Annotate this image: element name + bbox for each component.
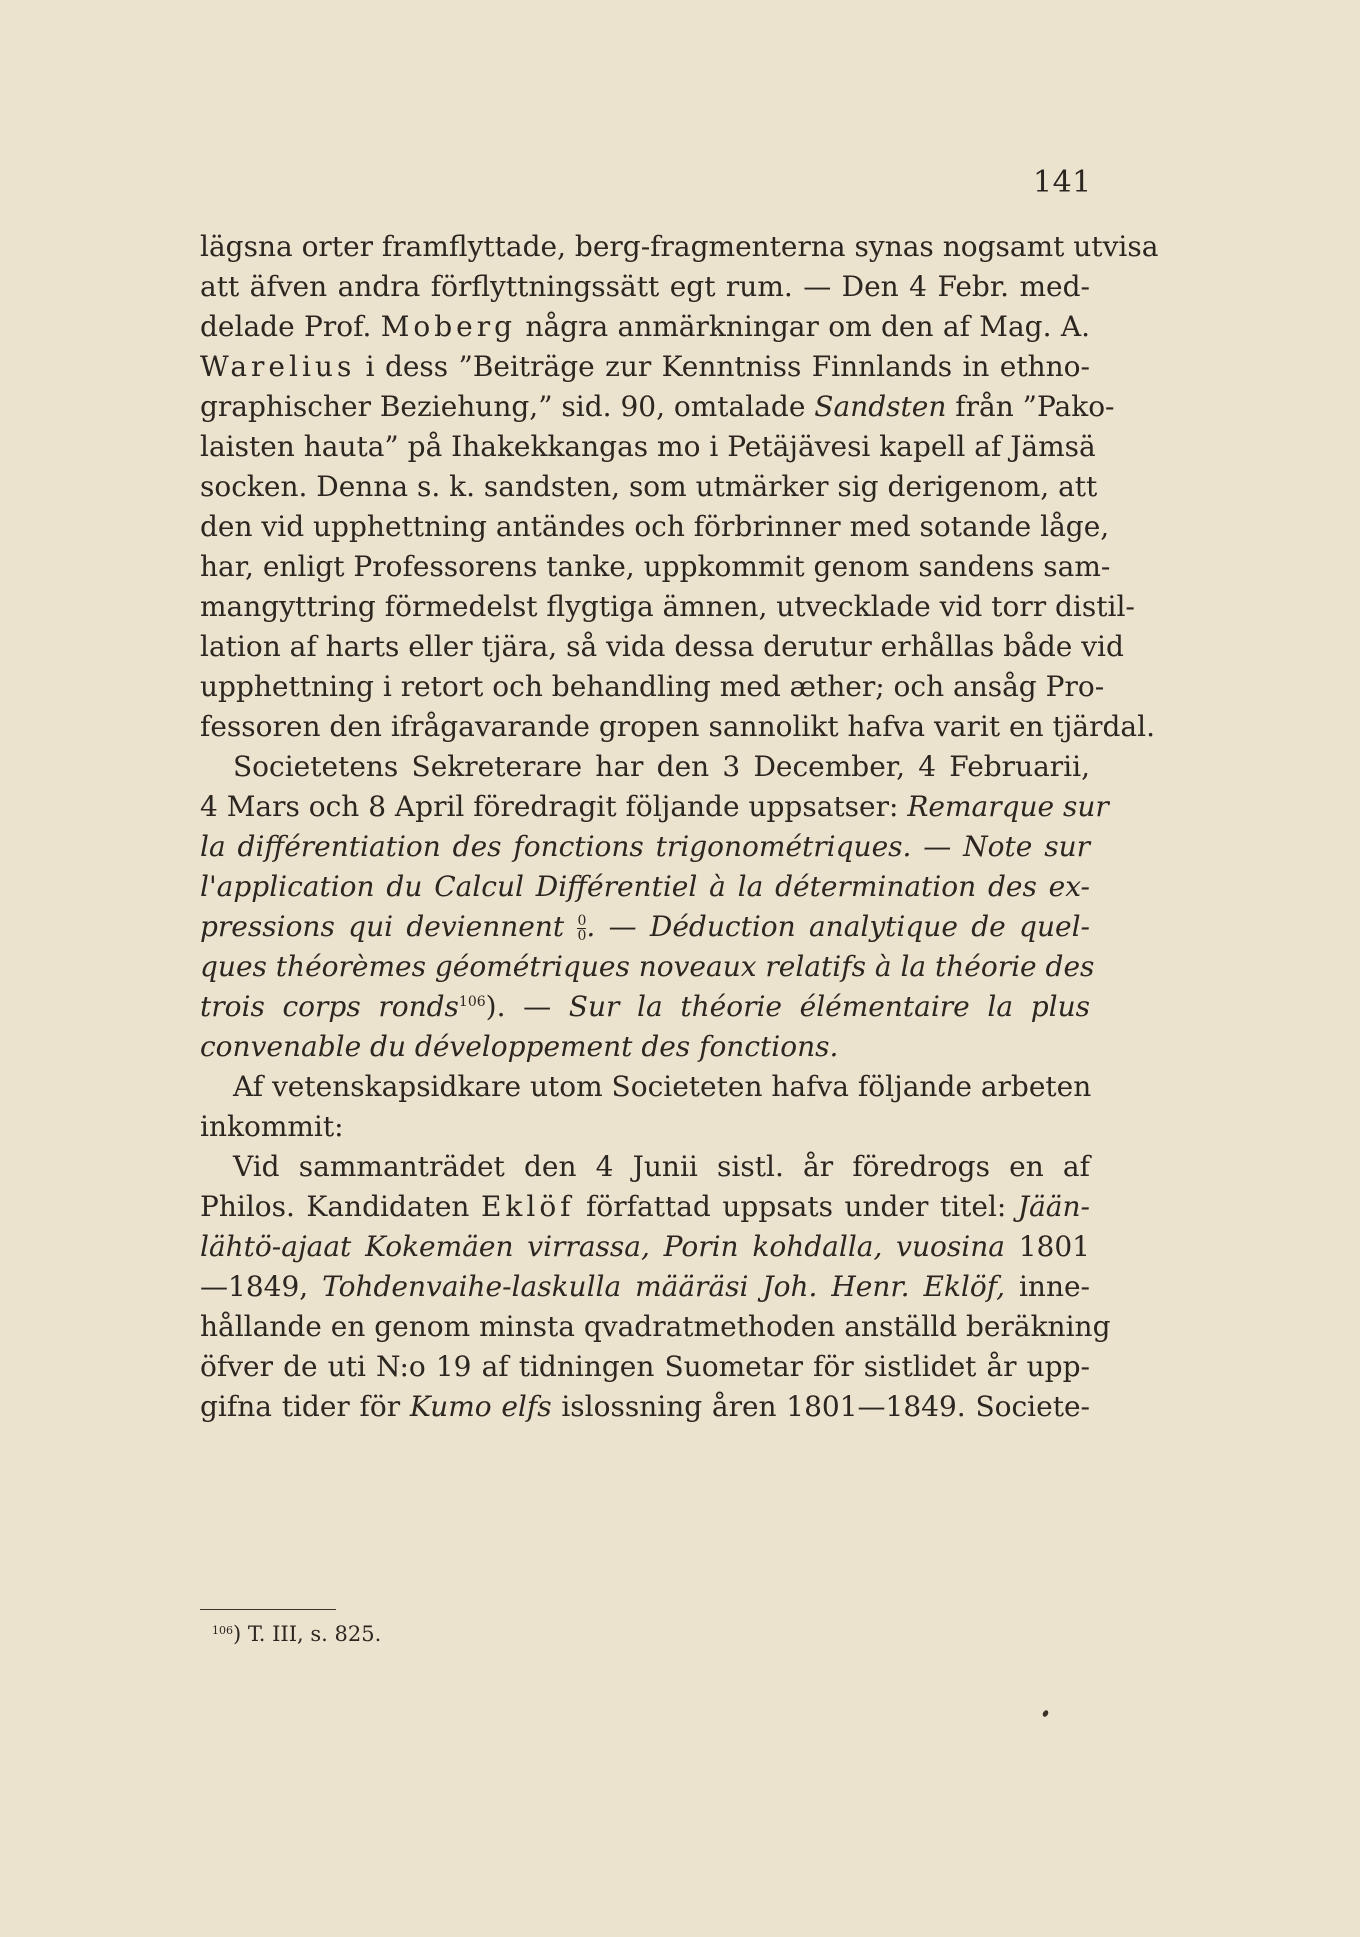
text-line: Vid sammanträdet den 4 Junii sistl. år föredrogs en af [233,1150,1090,1183]
footnote-marker: 106 [212,1624,233,1637]
name-eklof: Eklöf [480,1190,575,1223]
text-line: Societetens Sekreterare har den 3 December, 4 Februarii, [233,750,1090,783]
ink-speck [1042,1709,1050,1718]
footnote [212,1619,381,1649]
text-line: delade Prof. Moberg några anmärkningar om den af Mag. A. [200,310,1090,343]
text-line: trois corps ronds$^{106}$). — Sur la théorie élémentaire la plus [200,990,1090,1023]
text-line: 4 Mars och 8 April föredragit följande uppsatser: Remarque sur [200,790,1109,823]
text-line: den vid upphettning antändes och förbrinner med sotande låge, [200,510,1110,543]
text-line: convenable du développement des fonctions. [200,1030,839,1063]
name-warelius: Warelius [200,350,356,383]
text-line: öfver de uti N:o 19 af tidningen Suometar för sistlidet år upp- [200,1350,1090,1383]
text-line: gifna tider för Kumo elfs islossning åren 1801—1849. Societe- [200,1390,1090,1423]
text-line: socken. Denna s. k. sandsten, som utmärker sig derigenom, att [200,470,1098,503]
text-line: la différentiation des fonctions trigonométriques. — Note sur [200,830,1090,863]
text-line: hållande en genom minsta qvadratmethoden anställd beräkning [200,1310,1111,1343]
name-moberg: Moberg [380,310,517,343]
text-line: Philos. Kandidaten Eklöf författad uppsats under titel: Jään- [200,1190,1090,1223]
text-line: ques théorèmes géométriques noveaux relatifs à la théorie des [200,950,1095,983]
page-number: 141 [1033,165,1092,200]
text-line: fessoren den ifrågavarande gropen sannolikt hafva varit en tjärdal. [200,710,1155,743]
text-line: inkommit: [200,1110,344,1143]
text-line: l'application du Calcul Différentiel à la détermination des ex- [200,870,1090,903]
text-line: Warelius i dess ”Beiträge zur Kenntniss Finnlands in ethno- [200,350,1090,383]
text-line: har, enligt Professorens tanke, uppkommit genom sandens sam- [200,550,1111,583]
footnote-ref: 106 [458,994,486,1010]
body-text [200,227,1159,1427]
text-line: lägsna orter framflyttade, berg-fragmenterna synas nogsamt utvisa [200,230,1159,263]
text-line: mangyttring förmedelst flygtiga ämnen, utvecklade vid torr distil- [200,590,1135,623]
text-line: upphettning i retort och behandling med æther; och ansåg Pro- [200,670,1105,703]
text-line: pressions qui deviennent $\frac{0}{0}$ . — Déduction analytique de quel- [200,910,1090,944]
text-line: —1849, Tohdenvaihe-laskulla määräsi Joh. Henr. Eklöf, inne- [200,1270,1091,1303]
text-line: graphischer Beziehung,” sid. 90, omtalade Sandsten från ”Pako- [200,390,1115,423]
text-line: Af vetenskapsidkare utom Societeten hafva följande arbeten [233,1070,1092,1103]
fraction: $\frac{0}{0}$ [577,913,587,944]
text-line: lation af harts eller tjära, så vida dessa derutur erhållas både vid [200,630,1124,663]
footnote-text: ) T. III, s. 825. [233,1622,382,1646]
text-line: laisten hauta” på Ihakekkangas mo i Petäjävesi kapell af Jämsä [200,430,1096,463]
italic-term: Sandsten [814,390,947,423]
footnote-divider [200,1609,336,1610]
text-line: lähtö-ajaat Kokemäen virrassa, Porin kohdalla, vuosina 1801 [200,1230,1090,1263]
text-line: att äfven andra förflyttningssätt egt rum. — Den 4 Febr. med- [200,270,1090,303]
